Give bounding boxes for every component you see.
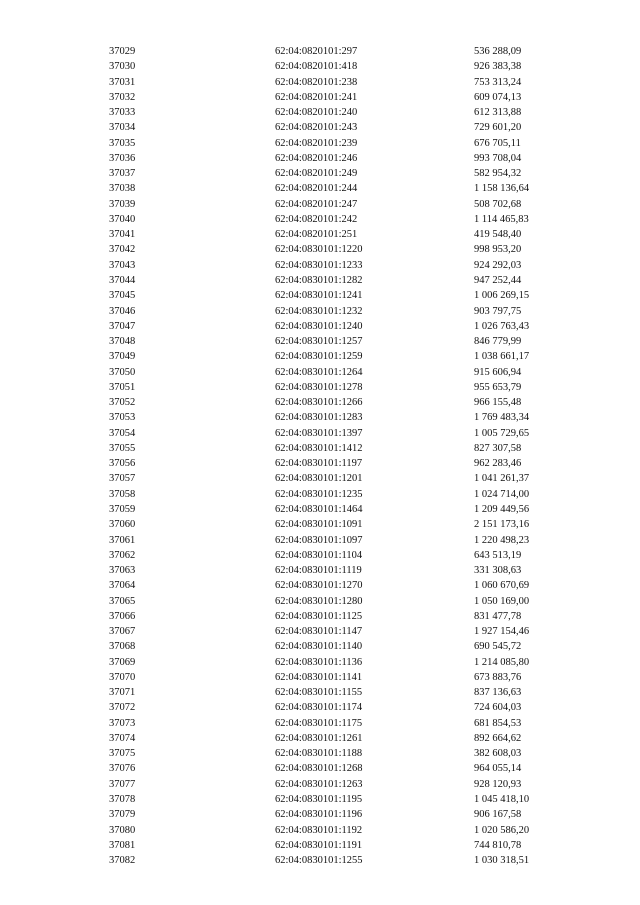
row-number: 37062 xyxy=(109,549,136,561)
row-number: 37045 xyxy=(109,290,136,302)
table-row xyxy=(109,365,564,380)
cadastral-value: 582 954,32 xyxy=(474,168,522,180)
cadastral-number: 62:04:0830101:1268 xyxy=(275,763,363,775)
table-row xyxy=(109,823,564,838)
table-row xyxy=(109,471,564,486)
table-row xyxy=(109,44,564,59)
cadastral-value: 1 114 465,83 xyxy=(474,213,529,225)
cadastral-value: 837 136,63 xyxy=(474,687,522,699)
table-row xyxy=(109,548,564,563)
cadastral-number: 62:04:0820101:239 xyxy=(275,137,358,149)
cadastral-number: 62:04:0830101:1141 xyxy=(275,671,363,683)
cadastral-value: 1 158 136,64 xyxy=(474,183,530,195)
cadastral-value: 928 120,93 xyxy=(474,778,522,790)
row-number: 37039 xyxy=(109,198,136,210)
cadastral-number: 62:04:0830101:1241 xyxy=(275,290,363,302)
row-number: 37036 xyxy=(109,152,136,164)
table-row xyxy=(109,578,564,593)
row-number: 37053 xyxy=(109,412,136,424)
cadastral-value: 673 883,76 xyxy=(474,671,522,683)
cadastral-value: 906 167,58 xyxy=(474,809,522,821)
cadastral-value: 1 038 661,17 xyxy=(474,351,530,363)
cadastral-value: 536 288,09 xyxy=(474,46,522,57)
cadastral-value: 1 005 729,65 xyxy=(474,427,530,439)
cadastral-value: 1 209 449,56 xyxy=(474,503,530,515)
cadastral-number: 62:04:0830101:1283 xyxy=(275,412,363,424)
cadastral-value: 955 653,79 xyxy=(474,381,522,393)
table-row xyxy=(109,197,564,212)
cadastral-value: 676 705,11 xyxy=(474,137,521,149)
table-row xyxy=(109,853,564,868)
row-number: 37082 xyxy=(109,855,136,867)
row-number: 37066 xyxy=(109,610,136,622)
cadastral-number: 62:04:0830101:1097 xyxy=(275,534,363,546)
cadastral-value: 690 545,72 xyxy=(474,641,522,653)
table-row xyxy=(109,166,564,181)
cadastral-number: 62:04:0820101:240 xyxy=(275,107,358,119)
cadastral-value: 827 307,58 xyxy=(474,442,522,454)
row-number: 37067 xyxy=(109,626,136,638)
row-number: 37073 xyxy=(109,717,136,729)
table-row xyxy=(109,700,564,715)
cadastral-value: 1 060 670,69 xyxy=(474,580,530,592)
table-row xyxy=(109,59,564,74)
cadastral-number: 62:04:0830101:1397 xyxy=(275,427,363,439)
row-number: 37050 xyxy=(109,366,136,378)
cadastral-number: 62:04:0830101:1147 xyxy=(275,626,363,638)
table-row xyxy=(109,242,564,257)
cadastral-value: 331 308,63 xyxy=(474,565,522,577)
cadastral-value: 419 548,40 xyxy=(474,229,522,241)
cadastral-value: 962 283,46 xyxy=(474,458,522,470)
cadastral-value: 1 220 498,23 xyxy=(474,534,530,546)
table-row xyxy=(109,456,564,471)
cadastral-number: 62:04:0830101:1125 xyxy=(275,610,363,622)
row-number: 37055 xyxy=(109,442,136,454)
row-number: 37079 xyxy=(109,809,136,821)
row-number: 37077 xyxy=(109,778,136,790)
cadastral-value: 508 702,68 xyxy=(474,198,522,210)
cadastral-table xyxy=(109,44,564,868)
cadastral-number: 62:04:0830101:1140 xyxy=(275,641,363,653)
table-row xyxy=(109,288,564,303)
cadastral-value: 915 606,94 xyxy=(474,366,522,378)
cadastral-value: 382 608,03 xyxy=(474,748,522,760)
table-row xyxy=(109,594,564,609)
row-number: 37075 xyxy=(109,748,136,760)
cadastral-value: 1 006 269,15 xyxy=(474,290,530,302)
row-number: 37034 xyxy=(109,122,136,134)
table-row xyxy=(109,258,564,273)
row-number: 37043 xyxy=(109,259,136,271)
cadastral-number: 62:04:0820101:247 xyxy=(275,198,358,210)
table-row xyxy=(109,487,564,502)
row-number: 37078 xyxy=(109,794,136,806)
row-number: 37041 xyxy=(109,229,136,241)
table-row xyxy=(109,212,564,227)
row-number: 37046 xyxy=(109,305,136,317)
row-number: 37030 xyxy=(109,61,136,73)
table-row xyxy=(109,533,564,548)
cadastral-value: 1 024 714,00 xyxy=(474,488,530,500)
table-row xyxy=(109,517,564,532)
cadastral-value: 964 055,14 xyxy=(474,763,522,775)
table-row xyxy=(109,273,564,288)
cadastral-number: 62:04:0820101:418 xyxy=(275,61,358,73)
table-row xyxy=(109,716,564,731)
cadastral-number: 62:04:0830101:1233 xyxy=(275,259,363,271)
table-row xyxy=(109,151,564,166)
row-number: 37074 xyxy=(109,732,136,744)
row-number: 37037 xyxy=(109,168,136,180)
cadastral-number: 62:04:0820101:241 xyxy=(275,91,358,103)
table-row xyxy=(109,685,564,700)
cadastral-value: 643 513,19 xyxy=(474,549,522,561)
cadastral-number: 62:04:0830101:1263 xyxy=(275,778,363,790)
row-number: 37047 xyxy=(109,320,136,332)
row-number: 37044 xyxy=(109,274,136,286)
row-number: 37031 xyxy=(109,76,136,88)
cadastral-number: 62:04:0830101:1278 xyxy=(275,381,363,393)
cadastral-number: 62:04:0830101:1175 xyxy=(275,717,363,729)
cadastral-value: 1 927 154,46 xyxy=(474,626,530,638)
row-number: 37058 xyxy=(109,488,136,500)
cadastral-number: 62:04:0830101:1091 xyxy=(275,519,363,531)
table-row xyxy=(109,731,564,746)
table-row xyxy=(109,426,564,441)
row-number: 37070 xyxy=(109,671,136,683)
row-number: 37033 xyxy=(109,107,136,119)
row-number: 37056 xyxy=(109,458,136,470)
cadastral-number: 62:04:0820101:243 xyxy=(275,122,358,134)
cadastral-number: 62:04:0830101:1240 xyxy=(275,320,363,332)
cadastral-number: 62:04:0830101:1192 xyxy=(275,824,363,836)
cadastral-number: 62:04:0830101:1188 xyxy=(275,748,363,760)
row-number: 37063 xyxy=(109,565,136,577)
cadastral-number: 62:04:0830101:1266 xyxy=(275,397,363,409)
cadastral-value: 1 026 763,43 xyxy=(474,320,530,332)
cadastral-number: 62:04:0820101:251 xyxy=(275,229,358,241)
row-number: 37060 xyxy=(109,519,136,531)
row-number: 37069 xyxy=(109,656,136,668)
row-number: 37065 xyxy=(109,595,136,607)
cadastral-value: 609 074,13 xyxy=(474,91,522,103)
table-row xyxy=(109,90,564,105)
row-number: 37049 xyxy=(109,351,136,363)
cadastral-number: 62:04:0830101:1201 xyxy=(275,473,363,485)
cadastral-value: 724 604,03 xyxy=(474,702,522,714)
cadastral-number: 62:04:0830101:1280 xyxy=(275,595,363,607)
row-number: 37052 xyxy=(109,397,136,409)
cadastral-number: 62:04:0830101:1412 xyxy=(275,442,363,454)
row-number: 37038 xyxy=(109,183,136,195)
cadastral-number: 62:04:0830101:1104 xyxy=(275,549,363,561)
cadastral-value: 926 383,38 xyxy=(474,61,522,73)
cadastral-number: 62:04:0820101:244 xyxy=(275,183,358,195)
cadastral-value: 2 151 173,16 xyxy=(474,519,530,531)
cadastral-value: 1 050 169,00 xyxy=(474,595,530,607)
table-row xyxy=(109,639,564,654)
cadastral-value: 998 953,20 xyxy=(474,244,522,256)
cadastral-number: 62:04:0830101:1257 xyxy=(275,336,363,348)
cadastral-value: 966 155,48 xyxy=(474,397,522,409)
cadastral-value: 612 313,88 xyxy=(474,107,522,119)
cadastral-number: 62:04:0820101:238 xyxy=(275,76,358,88)
cadastral-value: 1 045 418,10 xyxy=(474,794,530,806)
cadastral-value: 681 854,53 xyxy=(474,717,522,729)
row-number: 37064 xyxy=(109,580,136,592)
table-row xyxy=(109,136,564,151)
row-number: 37068 xyxy=(109,641,136,653)
cadastral-value: 924 292,03 xyxy=(474,259,522,271)
row-number: 37071 xyxy=(109,687,136,699)
table-row xyxy=(109,563,564,578)
cadastral-value: 903 797,75 xyxy=(474,305,522,317)
cadastral-value: 1 030 318,51 xyxy=(474,855,530,867)
cadastral-number: 62:04:0830101:1220 xyxy=(275,244,363,256)
cadastral-value: 1 041 261,37 xyxy=(474,473,530,485)
cadastral-value: 753 313,24 xyxy=(474,76,522,88)
table-row xyxy=(109,807,564,822)
cadastral-number: 62:04:0830101:1196 xyxy=(275,809,363,821)
cadastral-value: 744 810,78 xyxy=(474,839,522,851)
row-number: 37042 xyxy=(109,244,136,256)
cadastral-number: 62:04:0830101:1136 xyxy=(275,656,363,668)
table-row xyxy=(109,838,564,853)
cadastral-number: 62:04:0830101:1119 xyxy=(275,565,362,577)
cadastral-table-body xyxy=(109,44,564,868)
cadastral-value: 729 601,20 xyxy=(474,122,522,134)
table-row xyxy=(109,670,564,685)
table-row xyxy=(109,655,564,670)
row-number: 37032 xyxy=(109,91,136,103)
table-row xyxy=(109,105,564,120)
row-number: 37057 xyxy=(109,473,136,485)
table-row xyxy=(109,181,564,196)
table-row xyxy=(109,792,564,807)
table-row xyxy=(109,609,564,624)
cadastral-value: 1 769 483,34 xyxy=(474,412,530,424)
cadastral-number: 62:04:0820101:246 xyxy=(275,152,358,164)
row-number: 37040 xyxy=(109,213,136,225)
cadastral-number: 62:04:0830101:1155 xyxy=(275,687,363,699)
row-number: 37029 xyxy=(109,46,136,57)
table-row xyxy=(109,410,564,425)
cadastral-value: 831 477,78 xyxy=(474,610,522,622)
table-row xyxy=(109,380,564,395)
cadastral-value: 846 779,99 xyxy=(474,336,522,348)
table-row xyxy=(109,319,564,334)
cadastral-value: 993 708,04 xyxy=(474,152,522,164)
cadastral-number: 62:04:0830101:1232 xyxy=(275,305,363,317)
table-row xyxy=(109,334,564,349)
row-number: 37080 xyxy=(109,824,136,836)
table-row xyxy=(109,624,564,639)
cadastral-number: 62:04:0820101:249 xyxy=(275,168,358,180)
row-number: 37048 xyxy=(109,336,136,348)
table-row xyxy=(109,441,564,456)
cadastral-number: 62:04:0830101:1174 xyxy=(275,702,363,714)
cadastral-number: 62:04:0830101:1235 xyxy=(275,488,363,500)
cadastral-value: 1 214 085,80 xyxy=(474,656,530,668)
cadastral-number: 62:04:0830101:1464 xyxy=(275,503,363,515)
row-number: 37059 xyxy=(109,503,136,515)
table-row xyxy=(109,304,564,319)
cadastral-number: 62:04:0830101:1282 xyxy=(275,274,363,286)
cadastral-number: 62:04:0830101:1255 xyxy=(275,855,363,867)
table-row xyxy=(109,349,564,364)
cadastral-number: 62:04:0830101:1195 xyxy=(275,794,363,806)
cadastral-value: 947 252,44 xyxy=(474,274,522,286)
cadastral-number: 62:04:0820101:297 xyxy=(275,46,358,57)
table-row xyxy=(109,227,564,242)
cadastral-value: 892 664,62 xyxy=(474,732,522,744)
row-number: 37051 xyxy=(109,381,136,393)
cadastral-number: 62:04:0830101:1197 xyxy=(275,458,363,470)
table-row xyxy=(109,75,564,90)
cadastral-number: 62:04:0830101:1261 xyxy=(275,732,363,744)
table-row xyxy=(109,395,564,410)
cadastral-value: 1 020 586,20 xyxy=(474,824,530,836)
table-row xyxy=(109,777,564,792)
cadastral-number: 62:04:0830101:1191 xyxy=(275,839,363,851)
table-row xyxy=(109,502,564,517)
cadastral-number: 62:04:0830101:1270 xyxy=(275,580,363,592)
row-number: 37081 xyxy=(109,839,136,851)
row-number: 37035 xyxy=(109,137,136,149)
cadastral-number: 62:04:0830101:1264 xyxy=(275,366,363,378)
table-row xyxy=(109,761,564,776)
row-number: 37072 xyxy=(109,702,136,714)
table-row xyxy=(109,746,564,761)
row-number: 37076 xyxy=(109,763,136,775)
row-number: 37054 xyxy=(109,427,136,439)
table-row xyxy=(109,120,564,135)
cadastral-number: 62:04:0820101:242 xyxy=(275,213,358,225)
cadastral-number: 62:04:0830101:1259 xyxy=(275,351,363,363)
row-number: 37061 xyxy=(109,534,136,546)
